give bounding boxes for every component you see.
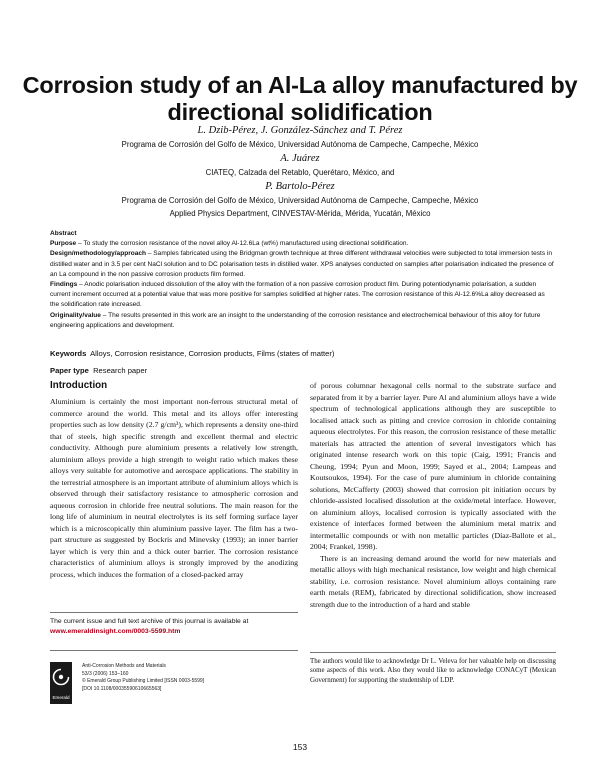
abstract xyxy=(50,229,555,331)
emerald-logo-text: Emerald xyxy=(52,695,70,700)
divider xyxy=(50,650,298,651)
authors-line-1: L. Dzib-Pérez, J. González-Sánchez and T. Pérez xyxy=(197,125,403,136)
journal-info: Anti-Corrosion Methods and Materials 53/3 (2006) 153–160 © Emerald Group Publishing Limited [ISSN 0003-5599] [DOI 10.1108/00035590610665563] xyxy=(82,663,205,692)
affiliation-2: CIATEQ, Calzada del Retablo, Querétaro, México, and xyxy=(205,168,395,177)
page-number: 153 xyxy=(292,742,308,752)
affiliation-4: Applied Physics Department, CINVESTAV-Mérida, Mérida, Yucatán, México xyxy=(169,209,431,218)
abstract-design: Design/methodology/approach – Samples fabricated using the Bridgman growth technique at three different withdrawal velocities were subjected to total immersion tests in distilled water and in 3.5 per cent NaCl solution and to DC polarisation tests in distilled water. XPS analyses conducted on samples after polarisation indicated the presence of an La compound in the non passive corrosion products film formed. xyxy=(50,250,554,278)
affiliation-3: Programa de Corrosión del Golfo de México, Universidad Autónoma de Campeche, Campeche, México xyxy=(121,196,479,205)
emerald-logo xyxy=(50,662,72,704)
fulltext-note: The current issue and full text archive of this journal is available at www.emeraldinsight.com/0003-5599.htm xyxy=(50,617,298,637)
authors-line-2: A. Juárez xyxy=(280,153,320,164)
keywords: Keywords Alloys, Corrosion resistance, Corrosion products, Films (states of matter) xyxy=(50,349,335,358)
paper-title: Corrosion study of an Al-La alloy manufactured by directional solidification xyxy=(22,72,578,125)
abstract-findings: Findings – Anodic polarisation induced dissolution of the alloy with the formation of a non passive corrosion product film. During potentiodynamic polarisation, a sudden current increment occurred at a potential value that was more positive for samples solidified at higher rates. The corrosion resistance of this Al-12.6%La alloy decreased as the solidification rate increased. xyxy=(50,281,545,309)
abstract-originality: Originality/value – The results presented in this work are an insight to the understanding of the corrosion resistance and electrochemical behaviour of this alloy for future engineering applications and development. xyxy=(50,311,541,329)
divider xyxy=(50,612,298,613)
abstract-purpose: Purpose – To study the corrosion resistance of the novel alloy Al-12.6La (wt%) manufactured using directional solidification. xyxy=(50,240,409,248)
column-left xyxy=(50,396,298,580)
paper-type: Paper type Research paper xyxy=(50,366,148,375)
intro-paragraph-3: There is an increasing demand around the world for new materials and metallic alloys with high mechanical resistance, low weight and high chemical stability, i.e. corrosion resistance. Novel aluminium alloys containing rare earth metals (REM), fabricated by directional solidification, show increased strength due to the introduction of a hard and stable xyxy=(310,553,556,609)
column-right xyxy=(310,380,556,610)
acknowledgement: The authors would like to acknowledge Dr L. Veleva for her valuable help on discussing some aspects of this work. Also they would like to acknowledge CONACyT (Mexican Government) for supporting the studentship of LDP. xyxy=(310,658,556,684)
authors-line-3: P. Bartolo-Pérez xyxy=(265,181,335,192)
affiliation-1: Programa de Corrosión del Golfo de México, Universidad Autónoma de Campeche, Campeche, México xyxy=(121,140,479,149)
divider xyxy=(310,652,556,653)
intro-paragraph-2: of porous columnar hexagonal cells normal to the substrate surface and separated from it by a barrier layer. Pure Al and aluminium alloys have a wide spectrum of technological applications although they are susceptible to localised attack such as pitting and crevice corrosion in chloride containing aqueous electrolytes. For this reason, the corrosion resistance of these metallic materials has attracted the attention of several investigators which has originated intense research work on this topic (Caig, 1991; Francis and Cheung, 1994; Pyun and Moon, 1999; Sayed et al., 2004; Lampeas and Koutsoukos, 1994). For the case of pure aluminium in chloride containing solutions, McCafferty (2003) showed that corrosion pit initiation occurs by chloride-assisted localised dissolution at the oxide/metal interface. However, on aluminium alloys, localised corrosion is typically associated with the existence of interfaces formed between the aluminium metal matrix and intermetallic compounds or with non metallic particles (Díaz-Ballote et al., 2004; Frankel, 1998). xyxy=(310,381,556,551)
journal-url-link[interactable]: www.emeraldinsight.com/0003-5599.htm xyxy=(50,628,181,635)
abstract-heading: Abstract xyxy=(50,230,77,237)
introduction-heading: Introduction xyxy=(50,380,108,391)
intro-paragraph-1: Aluminium is certainly the most important non-ferrous structural metal of commerce around the world. This metal and its alloys offer interesting properties such as low density (2.7 g/cm³), which represents a density one-third that of steels, high specific strength and excellent thermal and electric conductivity. Although pure aluminium presents a relatively low strength, aluminium alloys provide a high strength to weight ratio which makes these alloys very suitable for automotive and aerospace applications. The stability in the terrestrial atmosphere is an important attribute of aluminium alloys which is observed through their satisfactory resistance to atmospheric corrosion and aqueous corrosion in chloride free neutral solutions. The main reason for the long life of aluminium in neutral electrolytes is its self forming surface layer which is a microscopically thin aluminium passive layer. The film has a two-part structure as suggested by Bockris and Minevsky (1993); an inner barrier layer which is very thin and a thick outer barrier. The corrosion resistance characteristics of aluminium alloys is strongly improved by the anodizing process, which induces the formation of a closed-packed array xyxy=(50,397,298,579)
